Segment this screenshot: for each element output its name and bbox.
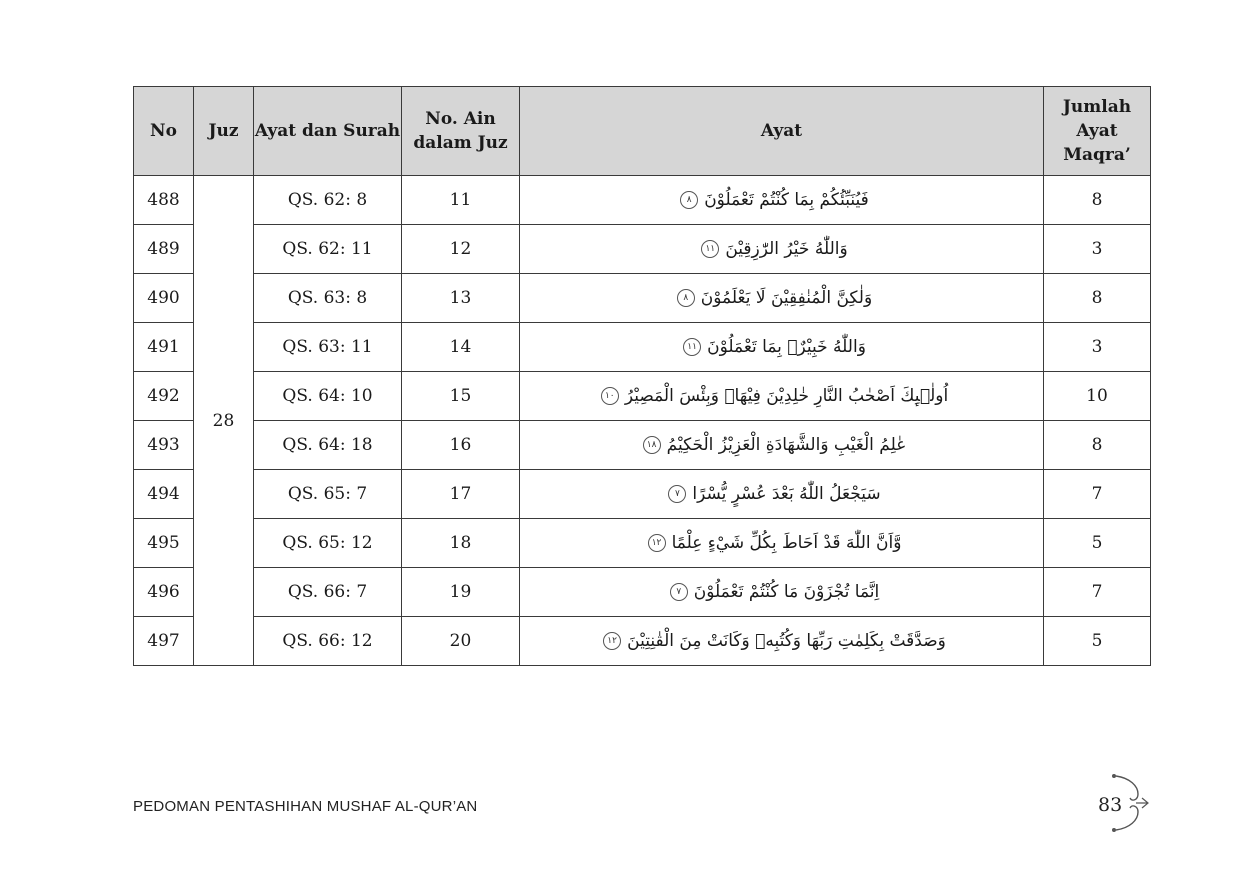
row-surah: QS. 62: 8 — [254, 176, 402, 225]
row-no: 494 — [134, 470, 194, 519]
ayah-end-mark: ١١ — [683, 338, 701, 356]
row-no: 488 — [134, 176, 194, 225]
table-row — [134, 421, 1151, 470]
table-row — [134, 225, 1151, 274]
ayat-text: عٰلِمُ الْغَيْبِ وَالشَّهَادَةِ الْعَزِيْزُ الْحَكِيْمُ — [666, 435, 907, 455]
row-surah: QS. 66: 7 — [254, 568, 402, 617]
row-ain: 17 — [402, 470, 520, 519]
row-no: 489 — [134, 225, 194, 274]
row-ayat — [520, 568, 1044, 617]
row-surah: QS. 63: 11 — [254, 323, 402, 372]
header-no-ain: No. Ain dalam Juz — [402, 87, 520, 176]
row-jumlah: 8 — [1044, 176, 1151, 225]
ayat-text: وَصَدَّقَتْ بِكَلِمٰتِ رَبِّهَا وَكُتُبِهٖ وَكَانَتْ مِنَ الْقٰنِتِيْنَ — [627, 631, 946, 651]
header-ayat-surah: Ayat dan Surah — [254, 87, 402, 176]
ayah-end-mark: ٨ — [680, 191, 698, 209]
ayah-end-mark: ١٨ — [643, 436, 661, 454]
row-ayat — [520, 323, 1044, 372]
table-row — [134, 274, 1151, 323]
row-surah: QS. 63: 8 — [254, 274, 402, 323]
ayah-end-mark: ١٠ — [601, 387, 619, 405]
row-jumlah: 8 — [1044, 274, 1151, 323]
ayah-end-mark: ٧ — [668, 485, 686, 503]
table-row — [134, 323, 1151, 372]
ayat-text: وَلٰكِنَّ الْمُنٰفِقِيْنَ لَا يَعْلَمُوْنَ — [700, 288, 873, 308]
header-jumlah: Jumlah Ayat Maqra’ — [1044, 87, 1151, 176]
ayah-end-mark: ١٢ — [648, 534, 666, 552]
row-surah: QS. 64: 18 — [254, 421, 402, 470]
row-no: 490 — [134, 274, 194, 323]
row-no: 497 — [134, 617, 194, 666]
row-ain: 13 — [402, 274, 520, 323]
table-row — [134, 372, 1151, 421]
row-no: 493 — [134, 421, 194, 470]
row-ayat — [520, 372, 1044, 421]
ayat-table — [133, 86, 1151, 666]
table-header-row — [134, 87, 1151, 176]
table-row — [134, 617, 1151, 666]
ayah-end-mark: ١١ — [701, 240, 719, 258]
ayat-text: وَاللّٰهُ خَيْرُ الرّٰزِقِيْنَ — [725, 239, 848, 259]
ayah-end-mark: ١٢ — [603, 632, 621, 650]
row-jumlah: 3 — [1044, 323, 1151, 372]
ayat-text: وَاللّٰهُ خَبِيْرٌۢ بِمَا تَعْمَلُوْنَ — [707, 337, 866, 357]
ayat-text: وَّاَنَّ اللّٰهَ قَدْ اَحَاطَ بِكُلِّ شَيْءٍ عِلْمًا — [671, 533, 902, 553]
row-jumlah: 8 — [1044, 421, 1151, 470]
row-surah: QS. 65: 12 — [254, 519, 402, 568]
header-ayat: Ayat — [520, 87, 1044, 176]
row-jumlah: 3 — [1044, 225, 1151, 274]
row-ain: 11 — [402, 176, 520, 225]
page-number: 83 — [1098, 794, 1123, 816]
row-surah: QS. 65: 7 — [254, 470, 402, 519]
header-juz: Juz — [194, 87, 254, 176]
row-ain: 15 — [402, 372, 520, 421]
row-ain: 16 — [402, 421, 520, 470]
row-jumlah: 5 — [1044, 519, 1151, 568]
row-surah: QS. 62: 11 — [254, 225, 402, 274]
row-ain: 19 — [402, 568, 520, 617]
row-no: 491 — [134, 323, 194, 372]
ayat-text: اِنَّمَا تُجْزَوْنَ مَا كُنْتُمْ تَعْمَلُوْنَ — [693, 582, 880, 602]
row-ayat — [520, 176, 1044, 225]
row-ain: 18 — [402, 519, 520, 568]
header-no: No — [134, 87, 194, 176]
ayah-end-mark: ٧ — [670, 583, 688, 601]
ayat-text: فَيُنَبِّئُكُمْ بِمَا كُنْتُمْ تَعْمَلُوْنَ — [704, 190, 869, 210]
row-no: 492 — [134, 372, 194, 421]
row-ayat — [520, 274, 1044, 323]
row-jumlah: 10 — [1044, 372, 1151, 421]
row-ayat — [520, 470, 1044, 519]
juz-cell: 28 — [194, 176, 254, 666]
row-jumlah: 7 — [1044, 568, 1151, 617]
row-no: 496 — [134, 568, 194, 617]
row-surah: QS. 66: 12 — [254, 617, 402, 666]
row-jumlah: 7 — [1044, 470, 1151, 519]
ayat-text: سَيَجْعَلُ اللّٰهُ بَعْدَ عُسْرٍ يُّسْرًا — [692, 484, 881, 504]
row-ayat — [520, 225, 1044, 274]
row-ain: 20 — [402, 617, 520, 666]
row-no: 495 — [134, 519, 194, 568]
row-ayat — [520, 519, 1044, 568]
page-ornament-icon — [1108, 772, 1152, 834]
footer-title: PEDOMAN PENTASHIHAN MUSHAF AL-QUR’AN — [133, 798, 478, 815]
table-row — [134, 176, 1151, 225]
table-row — [134, 568, 1151, 617]
table-row — [134, 519, 1151, 568]
ayat-text: اُولٰۤىِٕكَ اَصْحٰبُ النَّارِ خٰلِدِيْنَ فِيْهَاۗ وَبِئْسَ الْمَصِيْرُ — [624, 386, 949, 406]
row-ain: 14 — [402, 323, 520, 372]
row-ain: 12 — [402, 225, 520, 274]
ayah-end-mark: ٨ — [677, 289, 695, 307]
row-surah: QS. 64: 10 — [254, 372, 402, 421]
table-row — [134, 470, 1151, 519]
row-ayat — [520, 617, 1044, 666]
row-jumlah: 5 — [1044, 617, 1151, 666]
row-ayat — [520, 421, 1044, 470]
